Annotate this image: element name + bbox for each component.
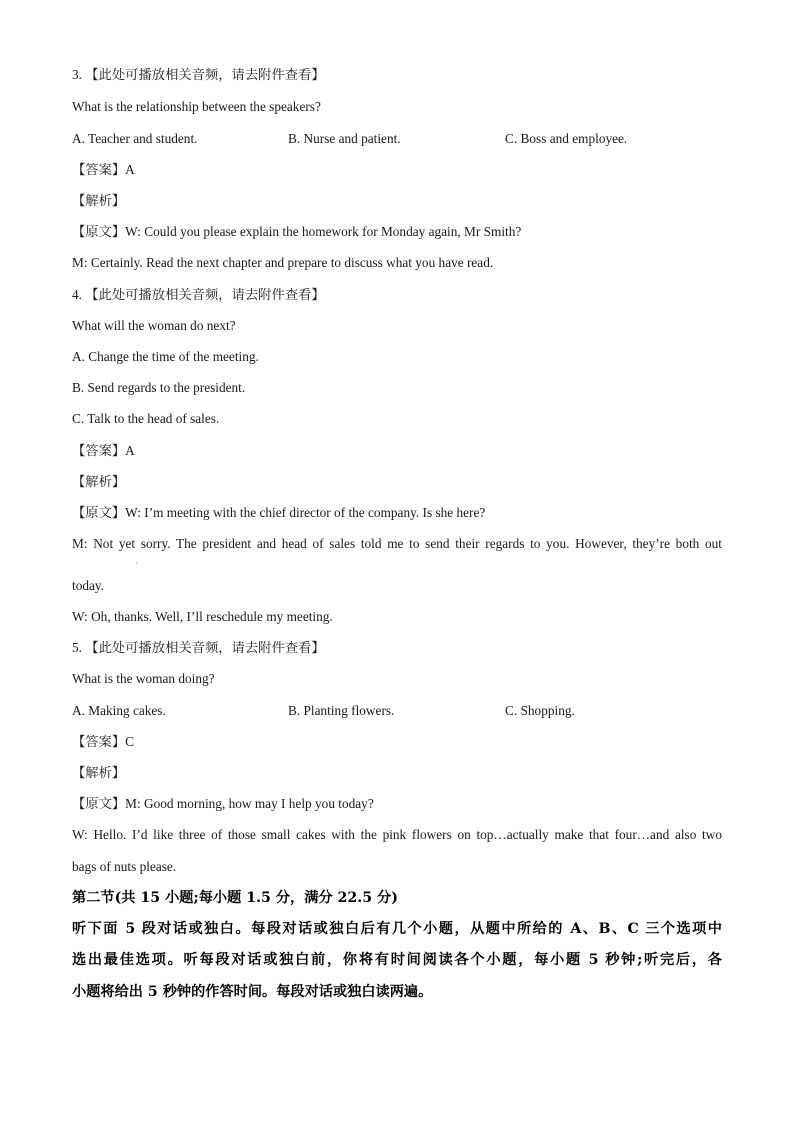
q4-option-b: B. Send regards to the president. xyxy=(72,380,246,395)
q5-transcript-line-2-cont: bags of nuts please. xyxy=(72,859,177,874)
q3-number-tag: 3. 【此处可播放相关音频，请去附件查看】 xyxy=(72,67,325,82)
q3-option-a: A. Teacher and student. xyxy=(72,131,198,146)
q4-option-a: A. Change the time of the meeting. xyxy=(72,349,259,364)
q3-analysis-label: 【解析】 xyxy=(72,193,126,208)
section2-heading: 第二节(共 15 小题;每小题 1.5 分，满分 22.5 分) xyxy=(72,890,398,906)
q5-option-c: C. Shopping. xyxy=(505,703,575,718)
q4-transcript-line-1: 【原文】W: I’m meeting with the chief director of the company. Is she here? xyxy=(72,505,486,520)
stray-mark: ˌ xyxy=(135,555,138,564)
q5-transcript-line-1: 【原文】M: Good morning, how may I help you today? xyxy=(72,796,374,811)
q3-question: What is the relationship between the speakers? xyxy=(72,99,321,114)
q4-question: What will the woman do next? xyxy=(72,318,236,333)
q3-transcript-line-1: 【原文】W: Could you please explain the homework for Monday again, Mr Smith? xyxy=(72,224,522,239)
q5-transcript-line-2: W: Hello. I’d like three of those small cakes with the pink flowers on top…actually make that four…and also two xyxy=(72,827,722,842)
section2-instruction-line-3: 小题将给出 5 秒钟的作答时间。每段对话或独白读两遍。 xyxy=(72,984,433,1000)
q5-option-a: A. Making cakes. xyxy=(72,703,166,718)
q3-answer: 【答案】A xyxy=(72,162,135,177)
q4-transcript-line-2: M: Not yet sorry. The president and head of sales told me to send their regards to you. However, they’re both out xyxy=(72,536,722,551)
q4-answer: 【答案】A xyxy=(72,443,135,458)
q4-number-tag: 4. 【此处可播放相关音频，请去附件查看】 xyxy=(72,287,325,302)
q5-question: What is the woman doing? xyxy=(72,671,215,686)
q3-option-c: C. Boss and employee. xyxy=(505,131,628,146)
q5-answer: 【答案】C xyxy=(72,734,135,749)
q5-option-b: B. Planting flowers. xyxy=(288,703,395,718)
q4-transcript-line-3: W: Oh, thanks. Well, I’ll reschedule my meeting. xyxy=(72,609,333,624)
q4-analysis-label: 【解析】 xyxy=(72,474,126,489)
section2-instruction-line-1: 听下面 5 段对话或独白。每段对话或独白后有几个小题，从题中所给的 A、B、C 三个选项中 xyxy=(72,921,722,937)
q4-transcript-line-2-cont: today. xyxy=(72,578,105,593)
q5-analysis-label: 【解析】 xyxy=(72,765,126,780)
q5-number-tag: 5. 【此处可播放相关音频，请去附件查看】 xyxy=(72,640,325,655)
section2-instruction-line-2: 选出最佳选项。听每段对话或独白前，你将有时间阅读各个小题，每小题 5 秒钟;听完后，各 xyxy=(72,952,722,968)
q3-transcript-line-2: M: Certainly. Read the next chapter and prepare to discuss what you have read. xyxy=(72,255,494,270)
q4-option-c: C. Talk to the head of sales. xyxy=(72,411,220,426)
q3-option-b: B. Nurse and patient. xyxy=(288,131,401,146)
